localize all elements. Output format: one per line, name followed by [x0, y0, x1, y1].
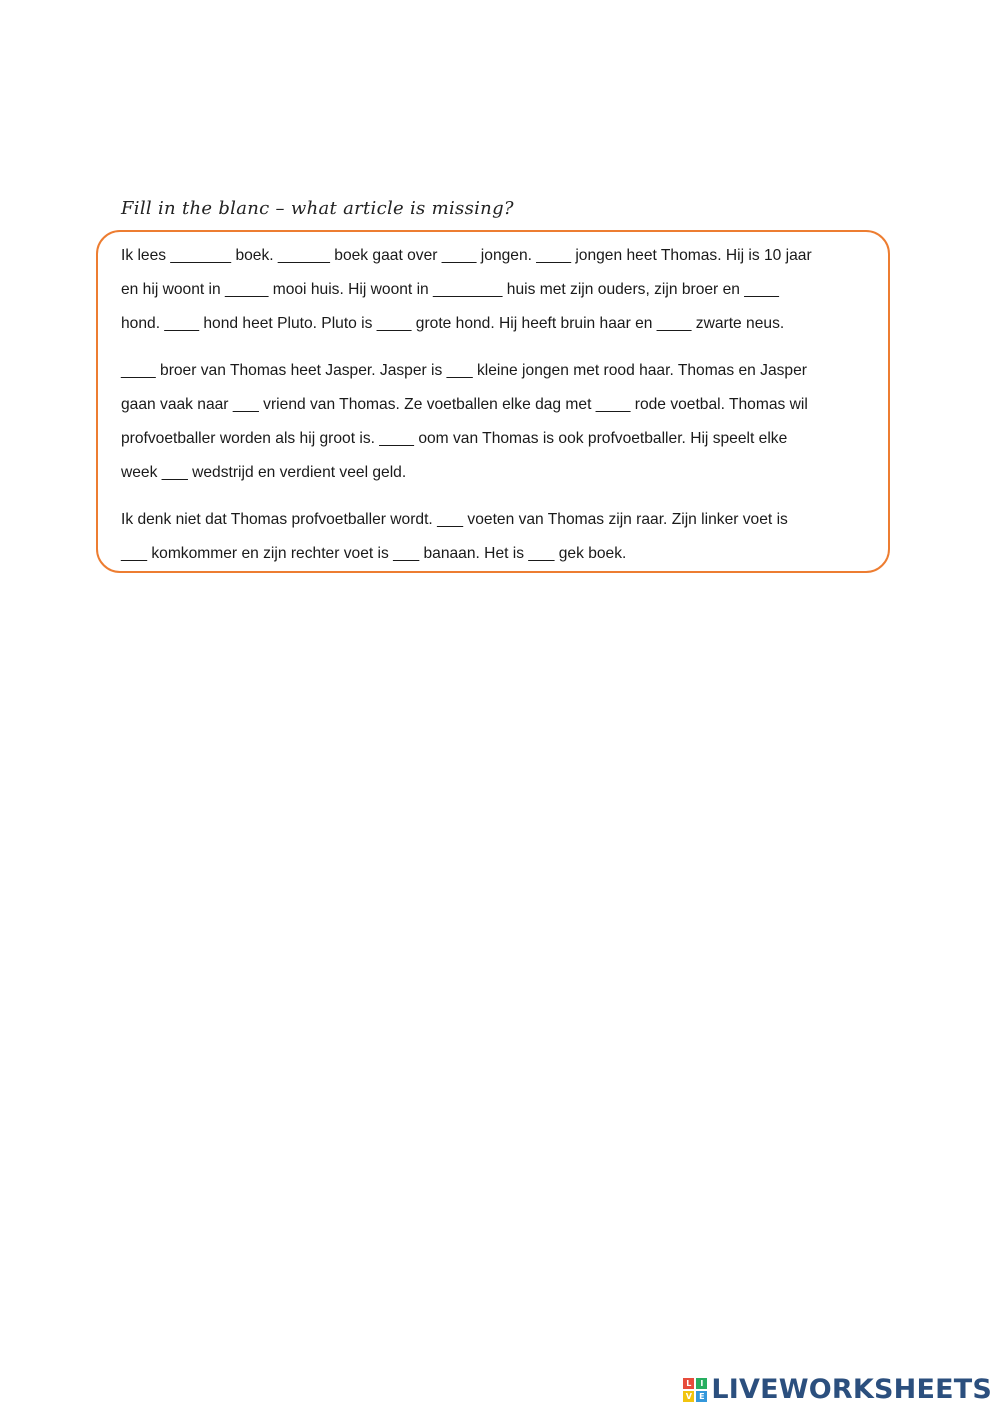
liveworksheets-logo[interactable]: [683, 1374, 992, 1405]
worksheet-heading: Fill in the blanc – what article is missing?: [121, 198, 514, 219]
logo-letter: V: [683, 1391, 694, 1402]
exercise-line: Ik lees _______ boek. ______ boek gaat over ____ jongen. ____ jongen heet Thomas. Hij is 10 jaar: [121, 247, 812, 264]
exercise-line: ___ komkommer en zijn rechter voet is ___ banaan. Het is ___ gek boek.: [121, 545, 627, 562]
logo-letter: L: [683, 1378, 694, 1389]
exercise-line: week ___ wedstrijd en verdient veel geld.: [121, 464, 407, 481]
logo-mark-icon: [683, 1378, 707, 1402]
exercise-line: en hij woont in _____ mooi huis. Hij woont in ________ huis met zijn ouders, zijn broer en ____: [121, 281, 779, 298]
logo-letter: E: [696, 1391, 707, 1402]
exercise-line: gaan vaak naar ___ vriend van Thomas. Ze voetballen elke dag met ____ rode voetbal. Thomas wil: [121, 396, 808, 413]
exercise-line: hond. ____ hond heet Pluto. Pluto is ____ grote hond. Hij heeft bruin haar en ____ zwarte neus.: [121, 315, 785, 332]
logo-text: LIVEWORKSHEETS: [711, 1374, 992, 1405]
logo-letter: I: [696, 1378, 707, 1389]
exercise-line: ____ broer van Thomas heet Jasper. Jasper is ___ kleine jongen met rood haar. Thomas en Jasper: [121, 362, 807, 379]
exercise-line: Ik denk niet dat Thomas profvoetballer wordt. ___ voeten van Thomas zijn raar. Zijn linker voet is: [121, 511, 788, 528]
exercise-line: profvoetballer worden als hij groot is. ____ oom van Thomas is ook profvoetballer. Hij speelt elke: [121, 430, 788, 447]
